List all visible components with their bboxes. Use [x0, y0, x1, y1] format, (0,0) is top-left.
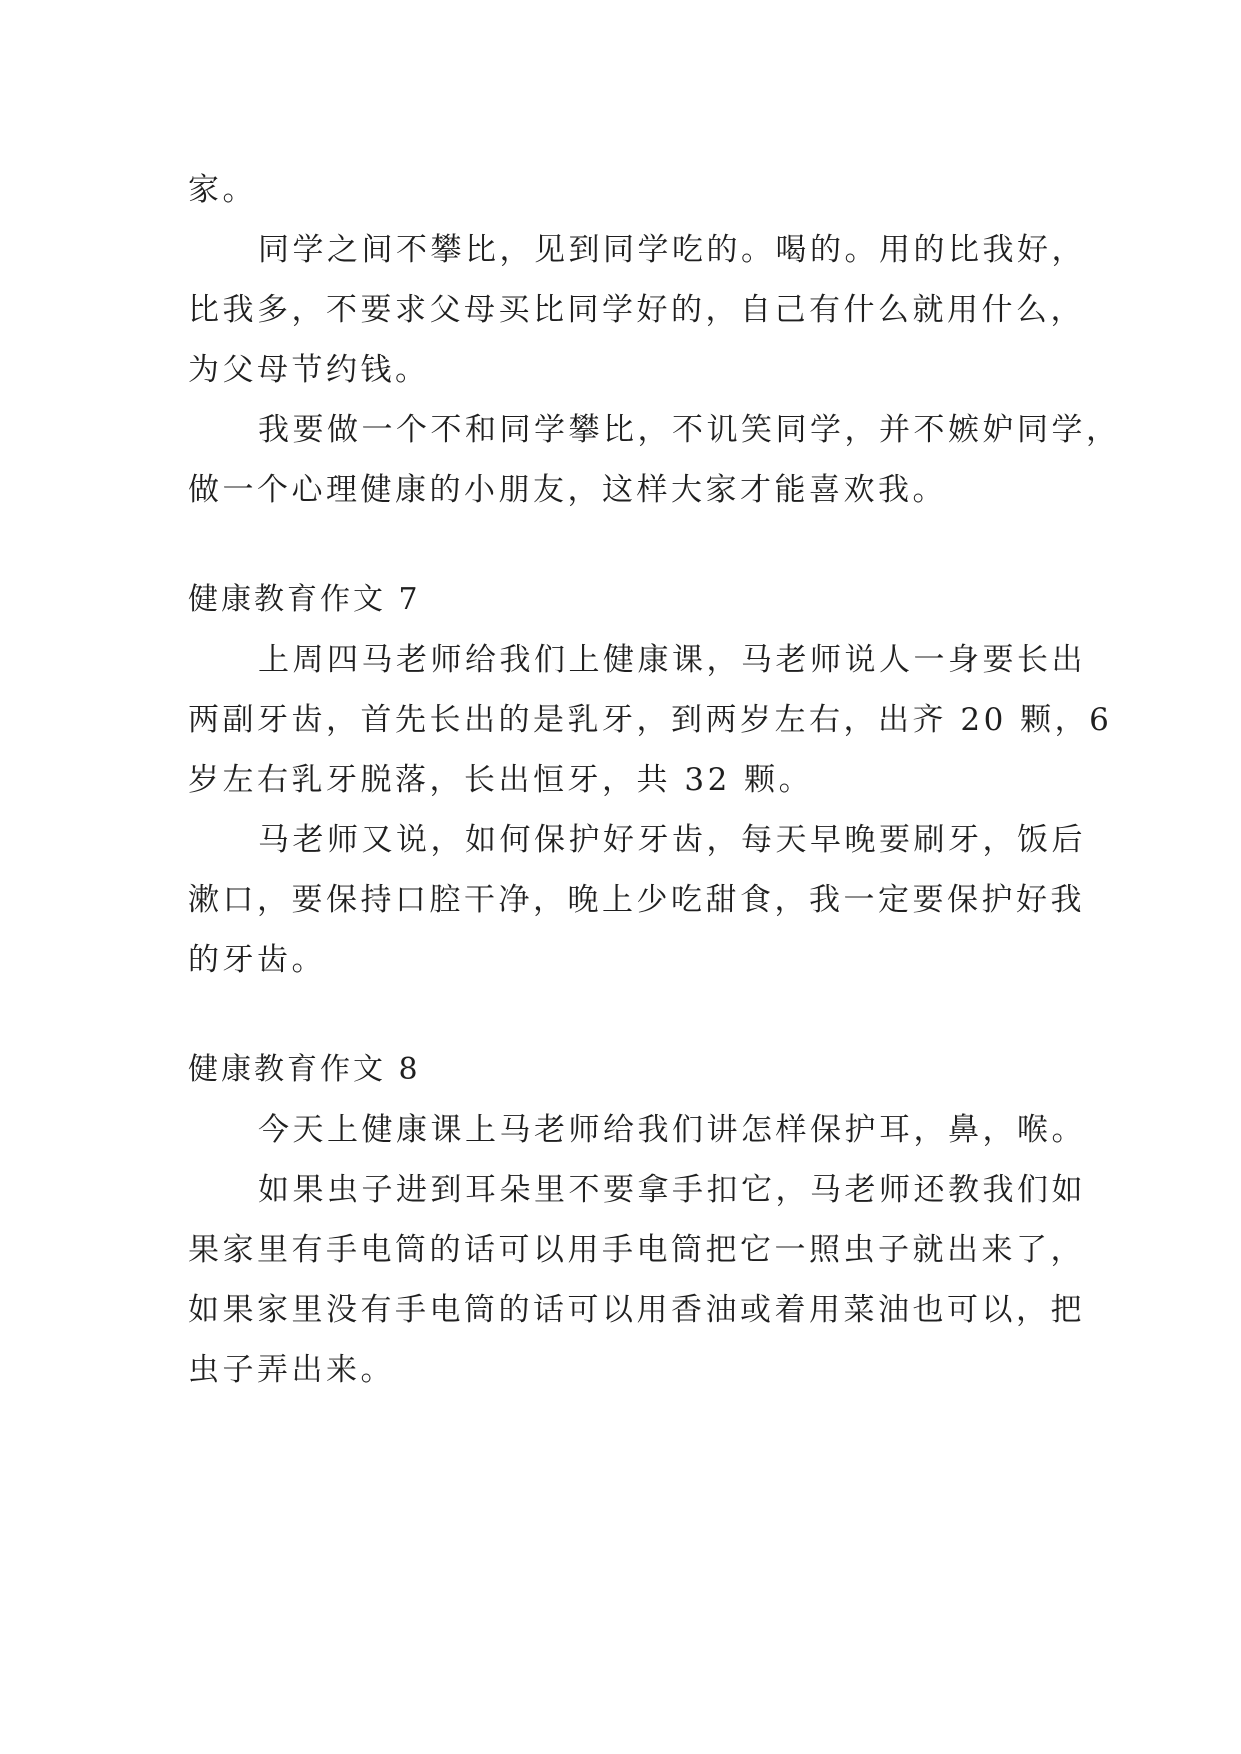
paragraph-ear-nose-throat	[188, 1100, 1086, 1160]
text-line: 今天上健康课上马老师给我们讲怎样保护耳，鼻，喉。	[258, 1112, 1086, 1148]
text-line: 两副牙齿，首先长出的是乳牙，到两岁左右，出齐 20 颗，6	[188, 702, 1113, 738]
section-title: 健康教育作文 8	[188, 1052, 421, 1087]
text-line: 虫子弄出来。	[188, 1352, 395, 1388]
text-line: 岁左右乳牙脱落，长出恒牙，共 32 颗。	[188, 762, 814, 798]
paragraph-mental-health	[188, 400, 1121, 520]
section-spacer	[188, 990, 1068, 1040]
section-spacer	[188, 520, 1068, 570]
document-body	[188, 160, 1121, 1400]
text-line: 马老师又说，如何保护好牙齿，每天早晚要刷牙，饭后	[258, 822, 1086, 858]
paragraph-teeth-care	[188, 810, 1086, 990]
text-line: 的牙齿。	[188, 942, 326, 978]
text-line: 如果虫子进到耳朵里不要拿手扣它，马老师还教我们如	[258, 1172, 1086, 1208]
paragraph-continuation	[188, 160, 1068, 220]
paragraph-teeth	[188, 630, 1113, 810]
section-essay-8	[188, 1040, 1086, 1400]
text-line: 家。	[188, 172, 257, 208]
text-line: 如果家里没有手电筒的话可以用香油或着用菜油也可以，把	[188, 1292, 1085, 1328]
text-line: 做一个心理健康的小朋友，这样大家才能喜欢我。	[188, 472, 947, 508]
text-line: 上周四马老师给我们上健康课，马老师说人一身要长出	[258, 642, 1086, 678]
section-title: 健康教育作文 7	[188, 582, 421, 617]
text-line: 果家里有手电筒的话可以用手电筒把它一照虫子就出来了，	[188, 1232, 1085, 1268]
text-line: 漱口，要保持口腔干净，晚上少吃甜食，我一定要保护好我	[188, 882, 1085, 918]
text-line: 我要做一个不和同学攀比，不讥笑同学，并不嫉妒同学，	[258, 412, 1121, 448]
paragraph-insect-in-ear	[188, 1160, 1086, 1400]
section-essay-7	[188, 570, 1113, 990]
text-line: 为父母节约钱。	[188, 352, 430, 388]
paragraph-no-comparison	[188, 220, 1086, 400]
text-line: 比我多，不要求父母买比同学好的，自己有什么就用什么，	[188, 292, 1085, 328]
text-line: 同学之间不攀比，见到同学吃的。喝的。用的比我好，	[258, 232, 1086, 268]
